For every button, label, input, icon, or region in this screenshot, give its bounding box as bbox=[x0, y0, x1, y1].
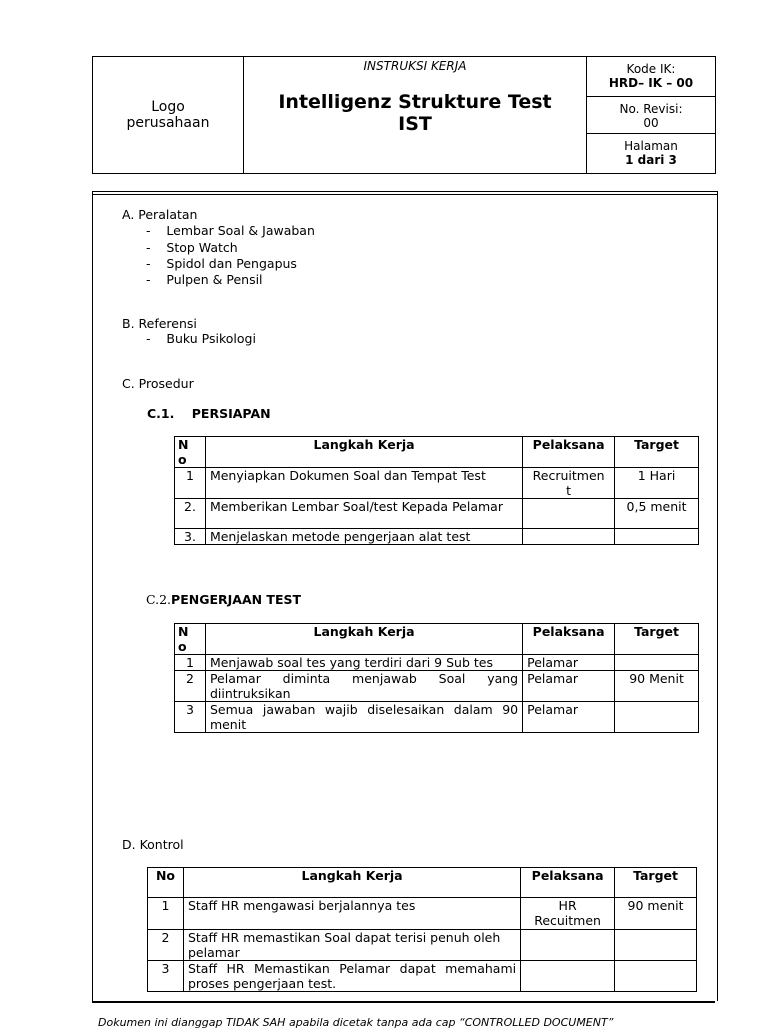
cell-pelaksana bbox=[521, 961, 615, 992]
col-no: No bbox=[148, 868, 184, 898]
col-langkah: Langkah Kerja bbox=[205, 437, 522, 468]
section-c-heading: C. Prosedur bbox=[122, 376, 194, 391]
table-row bbox=[175, 655, 699, 671]
cell-langkah: Staff HR mengawasi berjalannya tes bbox=[183, 898, 520, 930]
cell-target bbox=[615, 529, 699, 545]
revisi-value: 00 bbox=[643, 116, 659, 130]
d-table bbox=[147, 867, 697, 992]
table-header-row bbox=[175, 437, 699, 468]
halaman-value: 1 dari 3 bbox=[625, 153, 677, 167]
table-row bbox=[148, 898, 697, 930]
table-header-row bbox=[175, 624, 699, 655]
c2-title: C.2.PENGERJAAN TEST bbox=[146, 592, 302, 607]
col-pelaksana: Pelaksana bbox=[523, 437, 615, 468]
cell-no: 2 bbox=[148, 930, 184, 961]
cell-target: 90 Menit bbox=[615, 671, 699, 702]
cell-target bbox=[615, 655, 699, 671]
cell-pelaksana: Pelamar bbox=[523, 655, 615, 671]
list-item: - Stop Watch bbox=[146, 240, 238, 255]
cell-langkah: Pelamar diminta menjawab Soal yang diintruksikan bbox=[205, 671, 522, 702]
document-header bbox=[92, 56, 716, 174]
cell-no: 3 bbox=[175, 702, 206, 733]
halaman-label: Halaman bbox=[624, 139, 678, 153]
cell-target: 90 menit bbox=[615, 898, 697, 930]
logo-text-line2: perusahaan bbox=[126, 115, 210, 131]
section-d-heading: D. Kontrol bbox=[122, 837, 184, 852]
kode-ik-label: Kode IK: bbox=[626, 62, 676, 76]
cell-no: 3. bbox=[175, 529, 206, 545]
cell-target: 0,5 menit bbox=[615, 499, 699, 529]
table-header-row bbox=[148, 868, 697, 898]
halaman-cell bbox=[587, 134, 715, 172]
table-row bbox=[175, 529, 699, 545]
cell-pelaksana: HR Recuitmen bbox=[521, 898, 615, 930]
revisi-cell bbox=[587, 97, 715, 134]
cell-langkah: Staff HR memastikan Soal dapat terisi penuh oleh pelamar bbox=[183, 930, 520, 961]
section-a-heading: A. Peralatan bbox=[122, 207, 198, 222]
cell-no: 2. bbox=[175, 499, 206, 529]
cell-langkah: Memberikan Lembar Soal/test Kepada Pelamar bbox=[205, 499, 522, 529]
footer-divider bbox=[92, 1001, 715, 1003]
cell-langkah: Menyiapkan Dokumen Soal dan Tempat Test bbox=[205, 468, 522, 499]
c1-title: C.1. PERSIAPAN bbox=[147, 406, 271, 421]
c2-table bbox=[174, 623, 699, 733]
table-row bbox=[175, 499, 699, 529]
cell-pelaksana: Pelamar bbox=[523, 671, 615, 702]
cell-pelaksana bbox=[523, 529, 615, 545]
cell-no: 1 bbox=[148, 898, 184, 930]
cell-langkah: Menjawab soal tes yang terdiri dari 9 Sub tes bbox=[205, 655, 522, 671]
cell-langkah: Semua jawaban wajib diselesaikan dalam 90 menit bbox=[205, 702, 522, 733]
col-no: N o bbox=[175, 437, 206, 468]
cell-pelaksana: Pelamar bbox=[523, 702, 615, 733]
table-row bbox=[175, 671, 699, 702]
table-row bbox=[175, 468, 699, 499]
col-no: N o bbox=[175, 624, 206, 655]
company-logo-placeholder bbox=[93, 57, 244, 173]
cell-target bbox=[615, 930, 697, 961]
revisi-label: No. Revisi: bbox=[619, 102, 683, 116]
col-pelaksana: Pelaksana bbox=[521, 868, 615, 898]
title-line2: IST bbox=[398, 113, 432, 135]
col-pelaksana: Pelaksana bbox=[523, 624, 615, 655]
kode-ik-cell bbox=[587, 57, 715, 97]
cell-pelaksana bbox=[523, 499, 615, 529]
table-row bbox=[175, 702, 699, 733]
kode-ik-value: HRD– IK – 00 bbox=[608, 76, 694, 90]
cell-target: 1 Hari bbox=[615, 468, 699, 499]
logo-text-line1: Logo bbox=[151, 99, 185, 115]
col-langkah: Langkah Kerja bbox=[183, 868, 520, 898]
document-type: INSTRUKSI KERJA bbox=[363, 59, 467, 73]
col-langkah: Langkah Kerja bbox=[205, 624, 522, 655]
c1-table bbox=[174, 436, 699, 545]
list-item: - Lembar Soal & Jawaban bbox=[146, 223, 315, 238]
col-target: Target bbox=[615, 624, 699, 655]
title-line1: Intelligenz Strukture Test bbox=[278, 91, 552, 113]
col-target: Target bbox=[615, 868, 697, 898]
list-item: - Buku Psikologi bbox=[146, 331, 256, 346]
section-b-heading: B. Referensi bbox=[122, 316, 197, 331]
header-title-block bbox=[244, 57, 587, 173]
header-meta bbox=[587, 57, 715, 173]
cell-no: 2 bbox=[175, 671, 206, 702]
table-row bbox=[148, 930, 697, 961]
cell-no: 3 bbox=[148, 961, 184, 992]
list-item: - Spidol dan Pengapus bbox=[146, 256, 297, 271]
frame-double-line bbox=[92, 194, 718, 195]
list-item: - Pulpen & Pensil bbox=[146, 272, 263, 287]
cell-target bbox=[615, 702, 699, 733]
cell-pelaksana: Recruitmen t bbox=[523, 468, 615, 499]
table-row bbox=[148, 961, 697, 992]
footer-disclaimer: Dokumen ini dianggap TIDAK SAH apabila dicetak tanpa ada cap “CONTROLLED DOCUMENT” bbox=[98, 1016, 614, 1029]
col-target: Target bbox=[615, 437, 699, 468]
cell-langkah: Staff HR Memastikan Pelamar dapat memahami proses pengerjaan test. bbox=[183, 961, 520, 992]
cell-pelaksana bbox=[521, 930, 615, 961]
cell-target bbox=[615, 961, 697, 992]
cell-no: 1 bbox=[175, 468, 206, 499]
cell-no: 1 bbox=[175, 655, 206, 671]
cell-langkah: Menjelaskan metode pengerjaan alat test bbox=[205, 529, 522, 545]
document-title bbox=[244, 91, 586, 135]
